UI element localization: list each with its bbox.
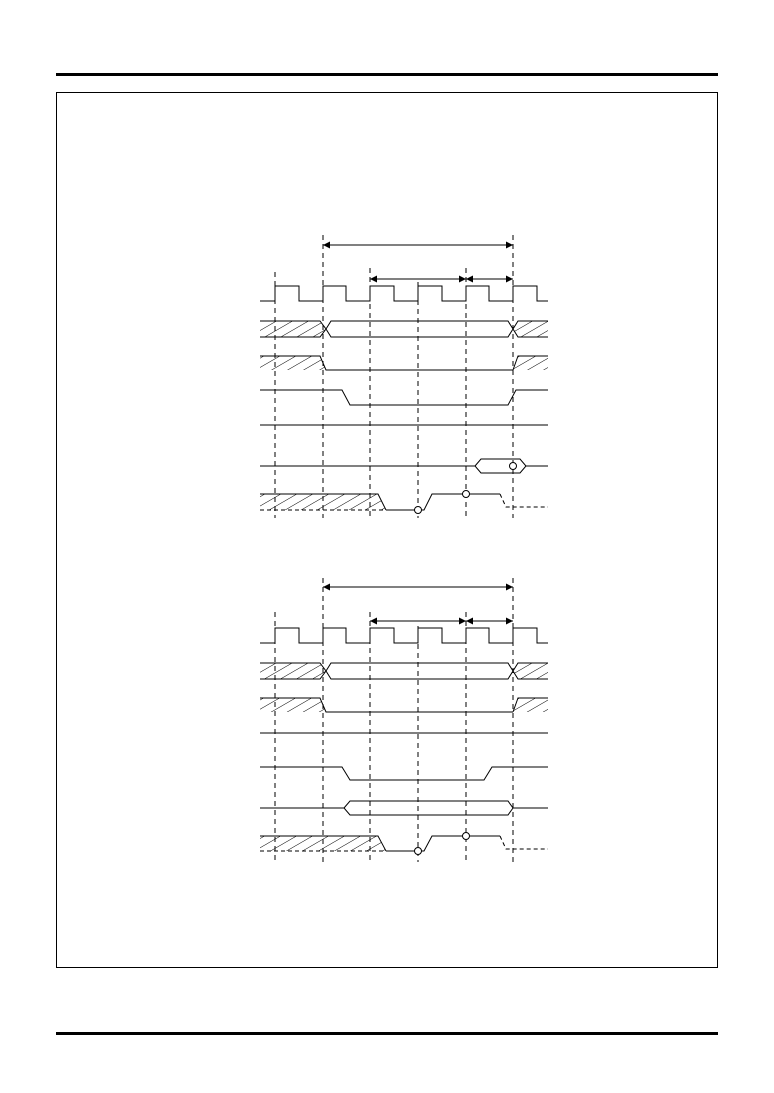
bus-b-signal xyxy=(260,698,548,712)
ready-signal xyxy=(260,833,548,855)
timing-diagram-2 xyxy=(260,578,548,862)
data-out-signal xyxy=(260,459,548,473)
reference-lines xyxy=(275,235,513,518)
strobe-low-signal xyxy=(260,767,548,780)
ready-signal xyxy=(260,491,548,514)
clock-signal xyxy=(260,628,548,643)
data-in-signal xyxy=(260,801,548,815)
clock-signal xyxy=(260,286,548,301)
bus-b-signal xyxy=(260,356,548,370)
timing-diagram-1 xyxy=(260,235,548,518)
bus-a-signal xyxy=(260,321,548,337)
bus-a-signal xyxy=(260,663,548,679)
strobe-low-signal xyxy=(260,390,548,405)
